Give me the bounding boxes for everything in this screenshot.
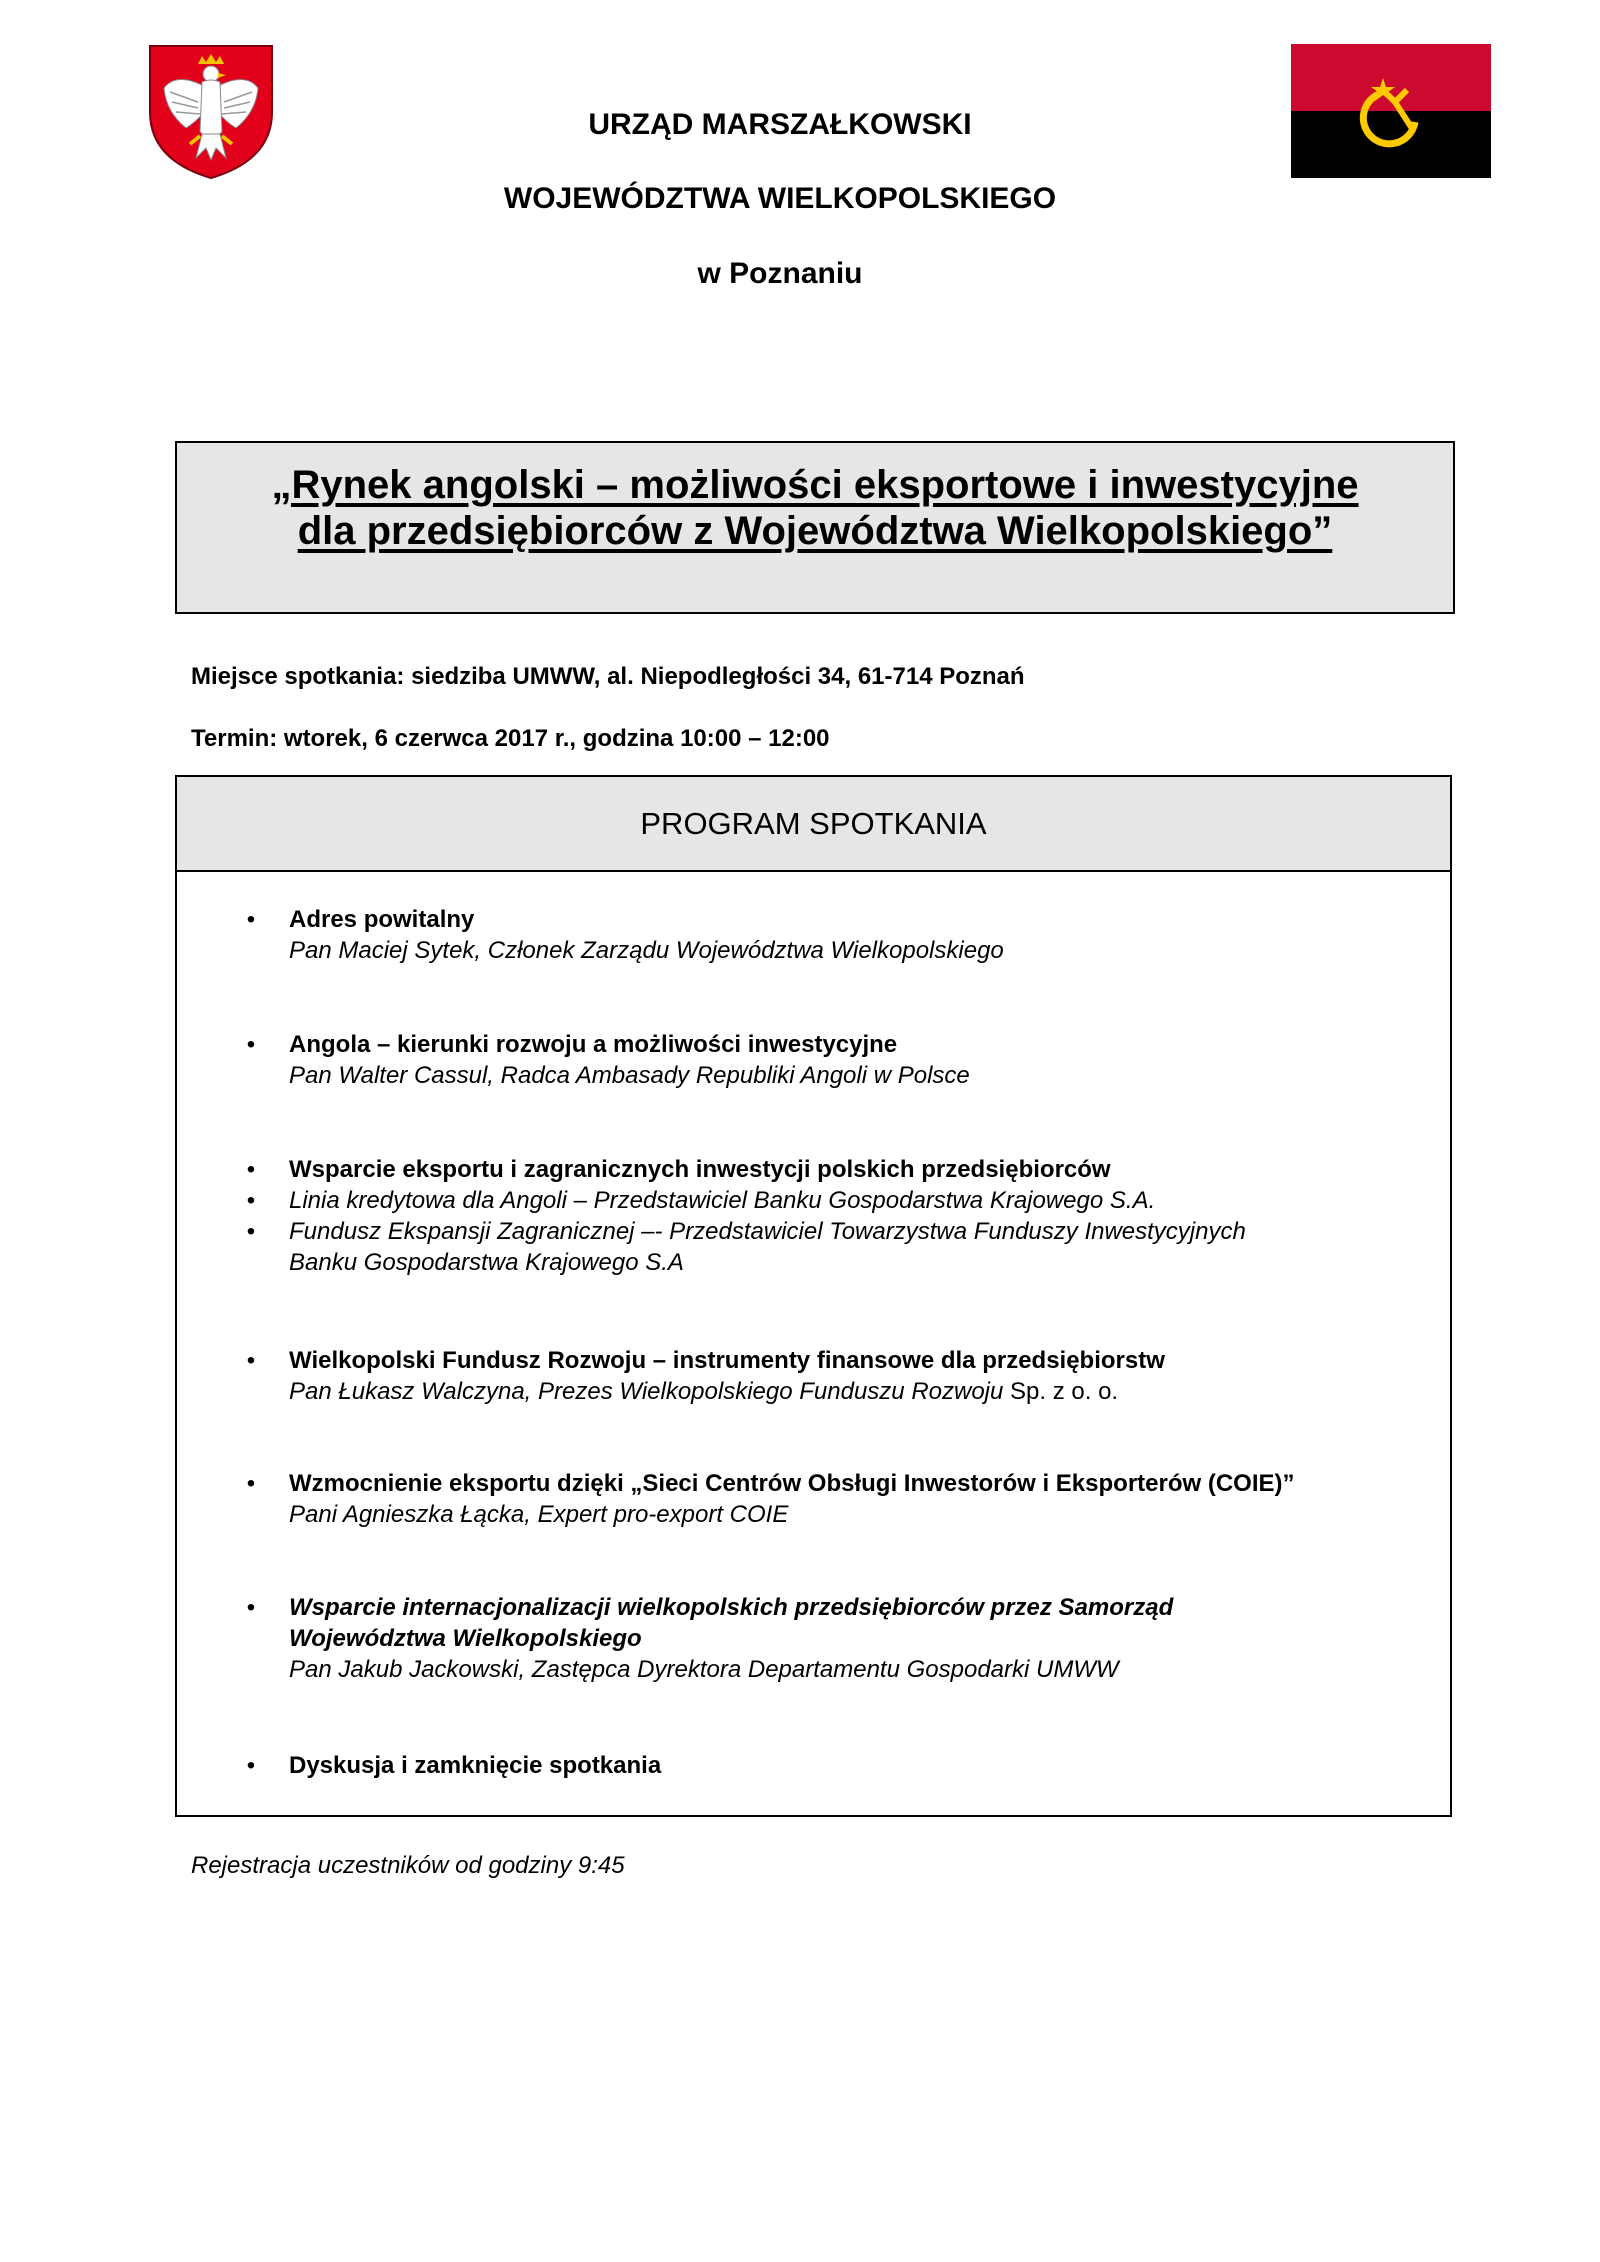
program-item-title: Wielkopolski Fundusz Rozwoju – instrumenty finansowe dla przedsiębiorstw (289, 1347, 1165, 1374)
program-subitem-text-line1: Fundusz Ekspansji Zagranicznej –- Przedstawiciel Towarzystwa Funduszy Inwestycyjnych (289, 1218, 1246, 1245)
bullet: • (246, 1347, 256, 1374)
program-item (246, 1154, 1429, 1278)
program-item-title: Adres powitalny (289, 906, 475, 933)
program-item-title: Wzmocnienie eksportu dzięki „Sieci Centrów Obsługi Inwestorów i Eksporterów (COIE)” (289, 1470, 1295, 1497)
program-item-speaker-suffix: Sp. z o. o. (1003, 1378, 1119, 1405)
bullet: • (246, 906, 256, 933)
bullet: • (246, 1470, 256, 1497)
program-box (175, 775, 1452, 1817)
program-subitem-text: Linia kredytowa dla Angoli – Przedstawiciel Banku Gospodarstwa Krajowego S.A. (289, 1187, 1156, 1214)
program-item (246, 1468, 1429, 1530)
bullet: • (246, 1218, 256, 1245)
meeting-date: Termin: wtorek, 6 czerwca 2017 r., godzina 10:00 – 12:00 (191, 725, 830, 752)
program-subitem (246, 1185, 1429, 1216)
program-item-speaker: Pan Jakub Jackowski, Zastępca Dyrektora Departamentu Gospodarki UMWW (289, 1656, 1119, 1683)
program-subitem-text-line2: Banku Gospodarstwa Krajowego S.A (289, 1249, 684, 1276)
program-item (246, 1029, 1429, 1091)
registration-note: Rejestracja uczestników od godziny 9:45 (191, 1852, 625, 1879)
bullet: • (246, 1594, 256, 1621)
program-item-speaker: Pan Walter Cassul, Radca Ambasady Republiki Angoli w Polsce (289, 1062, 970, 1089)
bullet: • (246, 1031, 256, 1058)
bullet: • (246, 1752, 256, 1779)
program-item-speaker: Pan Łukasz Walczyna, Prezes Wielkopolskiego Funduszu Rozwoju (289, 1378, 1004, 1405)
bullet: • (246, 1187, 256, 1214)
program-item-title-line2: Województwa Wielkopolskiego (289, 1625, 642, 1652)
event-title-line2: dla przedsiębiorców z Województwa Wielkopolskiego” (297, 509, 1333, 553)
program-item (246, 1750, 1429, 1781)
program-item-title: Dyskusja i zamknięcie spotkania (289, 1752, 662, 1779)
program-item (246, 904, 1429, 966)
program-item-title: Wsparcie eksportu i zagranicznych inwestycji polskich przedsiębiorców (289, 1156, 1111, 1183)
event-title-line1: „Rynek angolski – możliwości eksportowe i inwestycyjne (271, 463, 1359, 507)
program-subitem (246, 1216, 1429, 1278)
office-name-line2: WOJEWÓDZTWA WIELKOPOLSKIEGO (503, 182, 1057, 215)
office-name-line3: w Poznaniu (697, 257, 863, 290)
program-heading: PROGRAM SPOTKANIA (177, 777, 1450, 872)
program-item-title: Angola – kierunki rozwoju a możliwości inwestycyjne (289, 1031, 898, 1058)
program-item-title-line1: Wsparcie internacjonalizacji wielkopolskich przedsiębiorców przez Samorząd (289, 1594, 1174, 1621)
office-name-line1: URZĄD MARSZAŁKOWSKI (588, 108, 972, 141)
program-item (246, 1592, 1429, 1685)
bullet: • (246, 1156, 256, 1183)
program-item-speaker: Pan Maciej Sytek, Członek Zarządu Województwa Wielkopolskiego (289, 937, 1004, 964)
program-item (246, 1345, 1429, 1407)
program-item-speaker: Pani Agnieszka Łącka, Expert pro-export COIE (289, 1501, 789, 1528)
meeting-place: Miejsce spotkania: siedziba UMWW, al. Niepodległości 34, 61-714 Poznań (191, 663, 1025, 690)
event-title-box (175, 441, 1455, 614)
